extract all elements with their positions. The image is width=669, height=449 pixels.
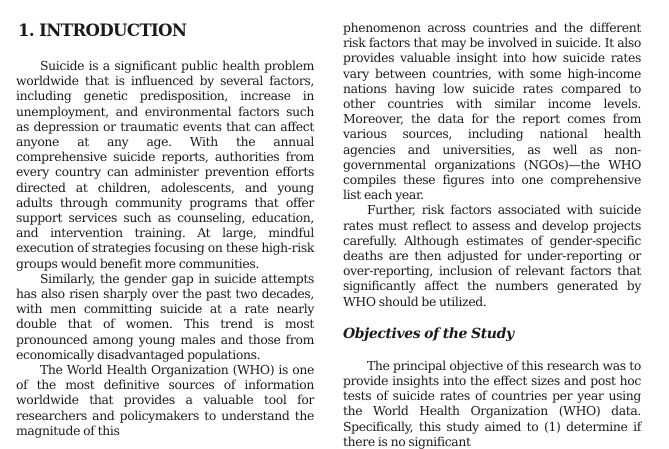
section-heading: 1. INTRODUCTION [18, 21, 187, 40]
paragraph-gender-gap: Similarly, the gender gap in suicide attempts has also risen sharply over the past two decades, with men committing suicide at a rate nearly double that of women. This trend is most pronounced among young males and those from economically disadvantaged populations. [16, 270, 314, 362]
paragraph-suicide-problem: Suicide is a significant public health problem worldwide that is influenced by several factors, including genetic predisposition, increase in unemployment, and environmental factors such as depression or traumatic events that can affect anyone at any age. With the annual comprehensive suicide reports, authorities from every country can administer prevention efforts directed at children, adolescents, and young adults through community programs that offer support services such as counseling, education, and intervention training. At large, mindful execution of strategies focusing on these high-risk groups would benefit more communities. [16, 58, 314, 271]
right-column [343, 20, 641, 449]
paragraph-risk-factors: Further, risk factors associated with suicide rates must reflect to assess and develop projects carefully. Although estimates of gender-specific deaths are then adjusted for under-reporting or over-reporting, inclusion of relevant factors that significantly affect the numbers generated by WHO should be utilized. [343, 202, 641, 309]
objectives-heading: Objectives of the Study [343, 325, 514, 342]
paragraph-objectives: The principal objective of this research was to provide insights into the effect sizes and post hoc tests of suicide rates of countries per year using the World Health Organization (WHO) data. Specifically, this study aimed to (1) determine if there is no significant [343, 357, 641, 449]
paragraph-who-continuation: phenomenon across countries and the different risk factors that may be involved in suicide. It also provides valuable insight into how suicide rates vary between countries, with some high-income nations having low suicide rates compared to other countries with similar income levels. Moreover, the data for the report comes from various sources, including national health agencies and universities, as well as non-governmental organizations (NGOs)—the WHO compiles these figures into one comprehensive list each year. [343, 20, 641, 203]
paragraph-who-intro: The World Health Organization (WHO) is one of the most definitive sources of information worldwide that provides a valuable tool for researchers and policymakers to understand the magnitude of this [16, 362, 314, 438]
left-column [16, 58, 314, 438]
